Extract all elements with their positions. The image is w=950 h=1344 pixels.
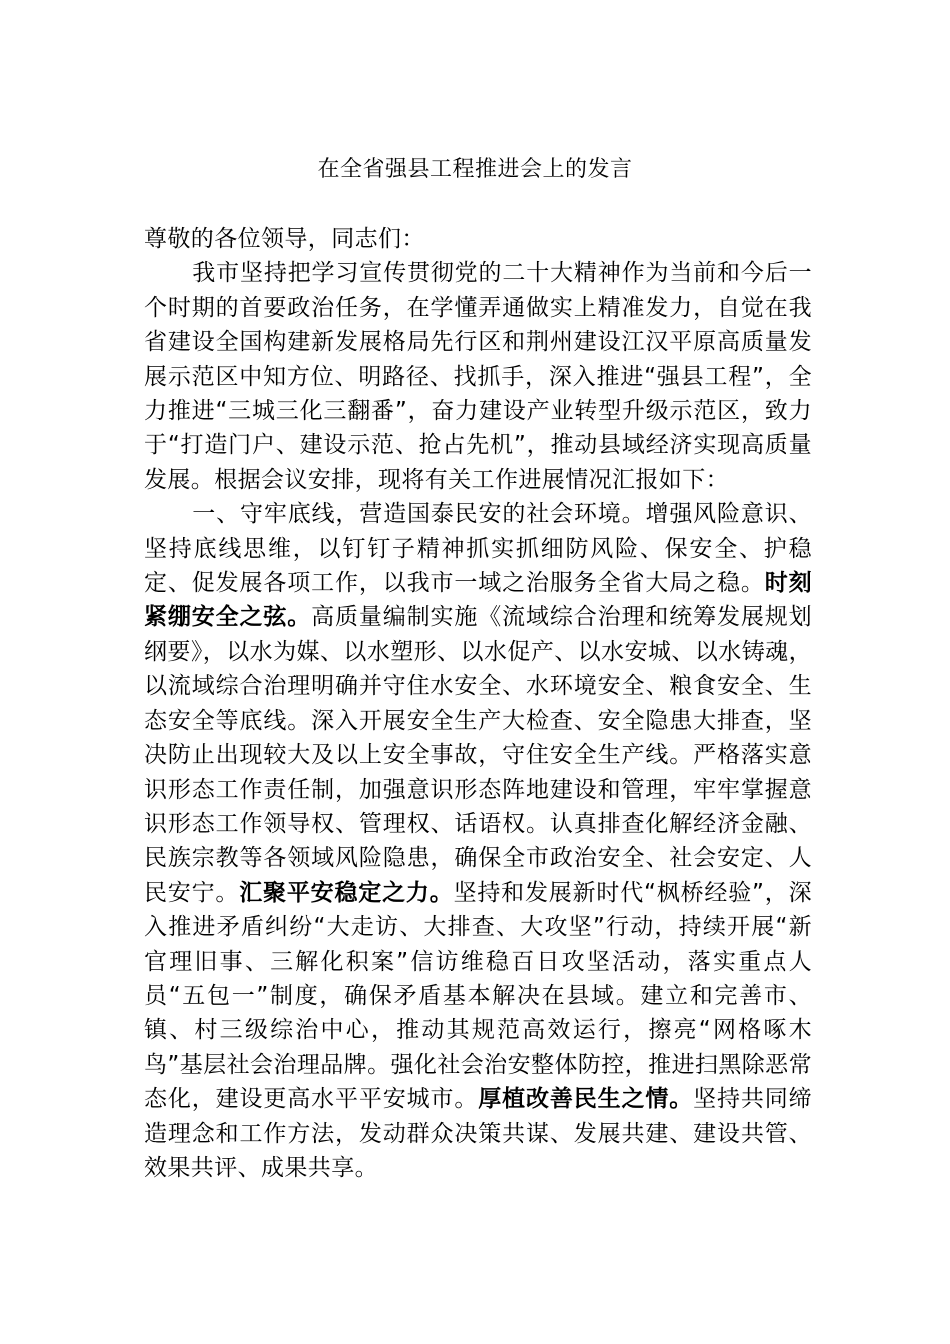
- paragraph-text: 坚持和发展新时代“枫桥经验”，深入推进矛盾纠纷“大走访、大排查、大攻坚”行动，持续开展“新官理旧事、三解化积案”信访维稳百日攻坚活动，落实重点人员“五包一”制度，确保矛盾基本解决在县域。建立和完善市、镇、村三级综治中心，推动其规范高效运行，擦亮“网格啄木鸟”基层社会治理品牌。强化社会治安整体防控，推进扫黑除恶常态化，建设更高水平平安城市。: [144, 879, 812, 1113]
- paragraph-text: 我市坚持把学习宣传贯彻党的二十大精神作为当前和今后一个时期的首要政治任务，在学懂弄通做实上精准发力，自觉在我省建设全国构建新发展格局先行区和荆州建设江汉平原高质量发展示范区中知方位、明路径、找抓手，深入推进“强县工程”，全力推进“三城三化三翻番”，奋力建设产业转型升级示范区，致力于“打造门户、建设示范、抢占先机”，推动县域经济实现高质量发展。根据会议安排，现将有关工作进展情况汇报如下：: [144, 260, 812, 493]
- bold-subheading-safety: 时刻紧绷安全之弦。: [144, 570, 812, 631]
- bold-subheading-stability: 汇聚平安稳定之力。: [239, 879, 454, 906]
- document-body: [144, 222, 812, 1185]
- bold-subheading-livelihood: 厚植改善民生之情。: [478, 1086, 694, 1113]
- salutation: 尊敬的各位领导，同志们：: [144, 226, 425, 252]
- paragraph-intro: [144, 256, 812, 497]
- paragraph-section-one: [144, 497, 812, 1185]
- paragraph-text: 坚持共同缔造理念和工作方法，发动群众决策共谋、发展共建、建设共管、效果共评、成果共享。: [144, 1086, 813, 1181]
- document-title: 在全省强县工程推进会上的发言: [317, 157, 633, 182]
- section-heading-text: 一、守牢底线，营造国泰民安的社会环境。增强风险意识、坚持底线思维，以钉钉子精神抓实抓细防风险、保安全、护稳定、促发展各项工作，以我市一域之治服务全省大局之稳。: [144, 501, 812, 597]
- paragraph-text: 高质量编制实施《流域综合治理和统筹发展规划纲要》，以水为媒、以水塑形、以水促产、以水安城、以水铸魂，以流域综合治理明确并守住水安全、水环境安全、粮食安全、生态安全等底线。深入开展安全生产大检查、安全隐患大排查，坚决防止出现较大及以上安全事故，守住安全生产线。严格落实意识形态工作责任制，加强意识形态阵地建设和管理，牢牢掌握意识形态工作领导权、管理权、话语权。认真排查化解经济金融、民族宗教等各领域风险隐患，确保全市政治安全、社会安定、人民安宁。: [144, 604, 812, 906]
